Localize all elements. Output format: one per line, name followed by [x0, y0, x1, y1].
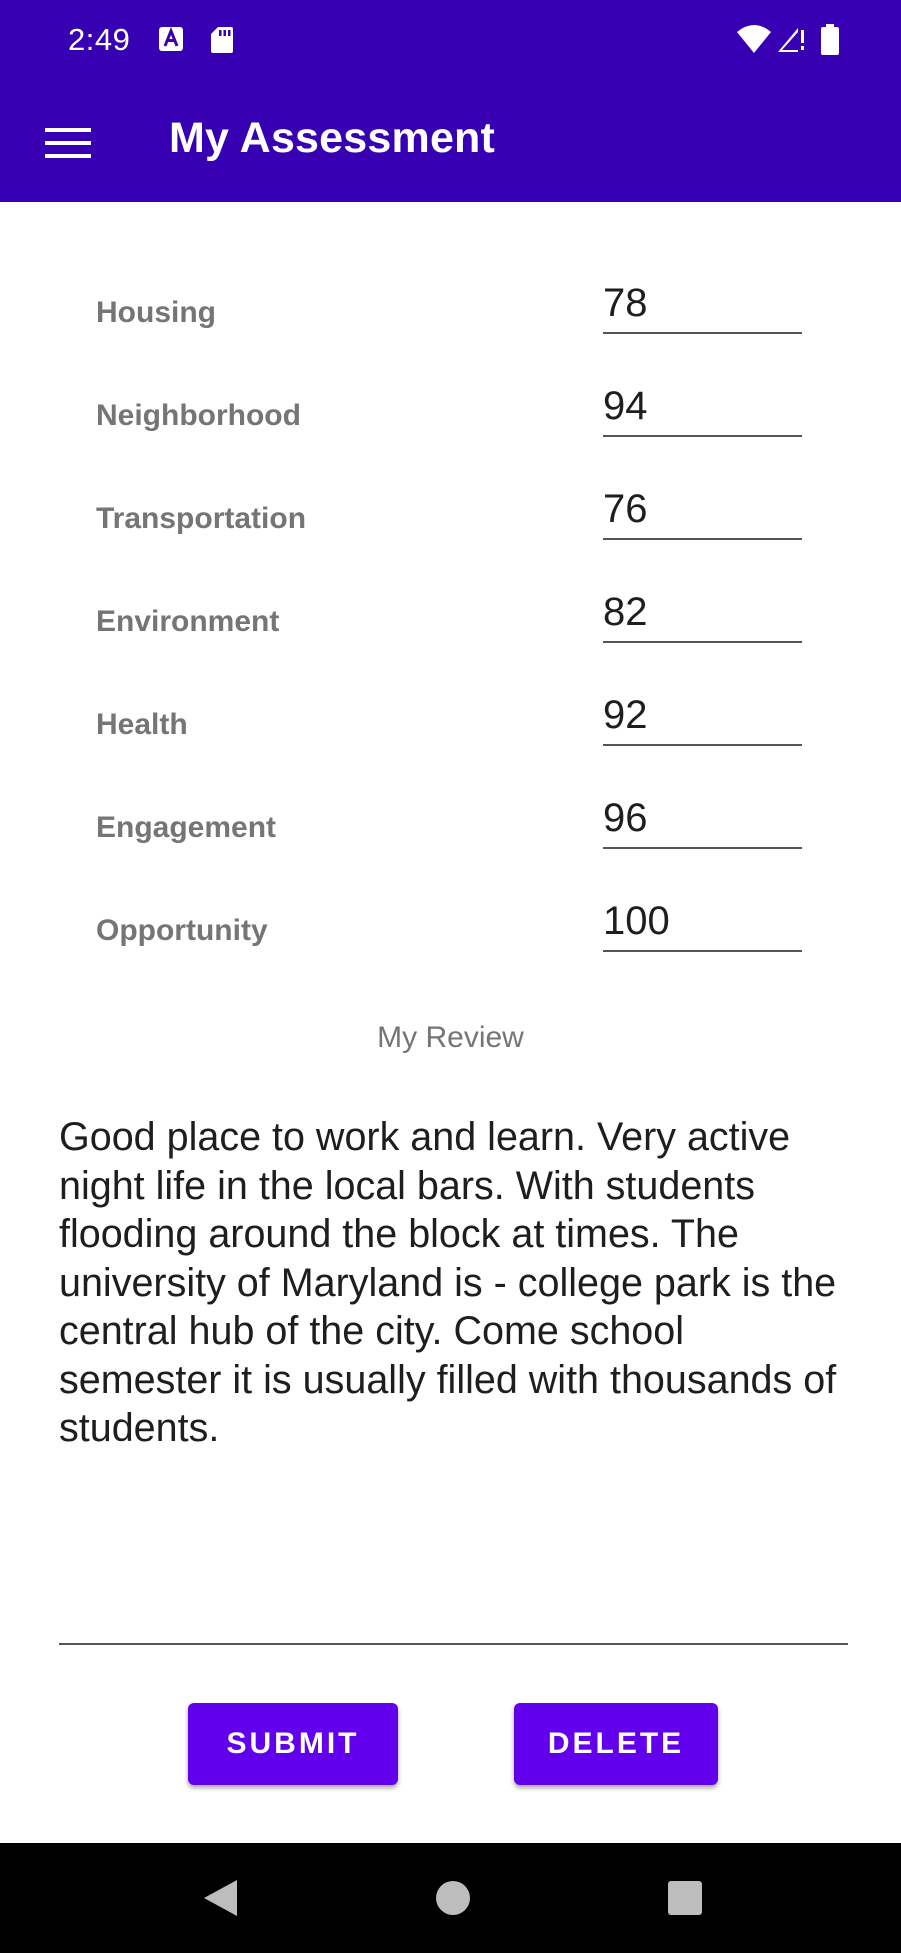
submit-button[interactable]: SUBMIT	[188, 1703, 398, 1785]
system-nav-bar	[0, 1843, 901, 1953]
score-row-transportation	[0, 480, 901, 580]
text-notification-icon	[158, 26, 184, 57]
score-row-environment	[0, 583, 901, 683]
menu-button[interactable]	[30, 108, 106, 178]
score-label: Housing	[96, 296, 216, 329]
score-row-housing	[0, 274, 901, 374]
delete-button[interactable]: DELETE	[514, 1703, 718, 1785]
battery-icon	[820, 24, 840, 61]
page-title: My Assessment	[169, 114, 496, 162]
recents-icon	[668, 1881, 702, 1915]
score-row-neighborhood	[0, 377, 901, 477]
score-label: Opportunity	[96, 914, 268, 947]
transportation-score-input[interactable]	[603, 480, 802, 540]
health-score-input[interactable]	[603, 686, 802, 746]
environment-score-input[interactable]	[603, 583, 802, 643]
back-button[interactable]	[195, 1873, 245, 1923]
home-icon	[435, 1880, 471, 1916]
wifi-icon	[736, 24, 772, 59]
score-label: Neighborhood	[96, 399, 301, 432]
sd-card-icon	[210, 26, 234, 59]
score-label: Environment	[96, 605, 280, 638]
recents-button[interactable]	[660, 1873, 710, 1923]
back-icon	[201, 1878, 239, 1918]
score-label: Transportation	[96, 502, 307, 535]
engagement-score-input[interactable]	[603, 789, 802, 849]
opportunity-score-input[interactable]	[603, 892, 802, 952]
score-label: Engagement	[96, 811, 277, 844]
housing-score-input[interactable]	[603, 274, 802, 334]
score-label: Health	[96, 708, 188, 741]
hamburger-menu-icon	[45, 126, 91, 160]
home-button[interactable]	[428, 1873, 478, 1923]
app-bar	[0, 84, 901, 202]
neighborhood-score-input[interactable]	[603, 377, 802, 437]
review-textarea[interactable]	[59, 1113, 848, 1645]
review-label: My Review	[377, 1021, 524, 1054]
cell-signal-icon	[776, 24, 806, 59]
score-row-health	[0, 686, 901, 786]
score-row-engagement	[0, 789, 901, 889]
score-row-opportunity	[0, 892, 901, 992]
status-bar	[0, 0, 901, 84]
status-time: 2:49	[68, 22, 131, 57]
